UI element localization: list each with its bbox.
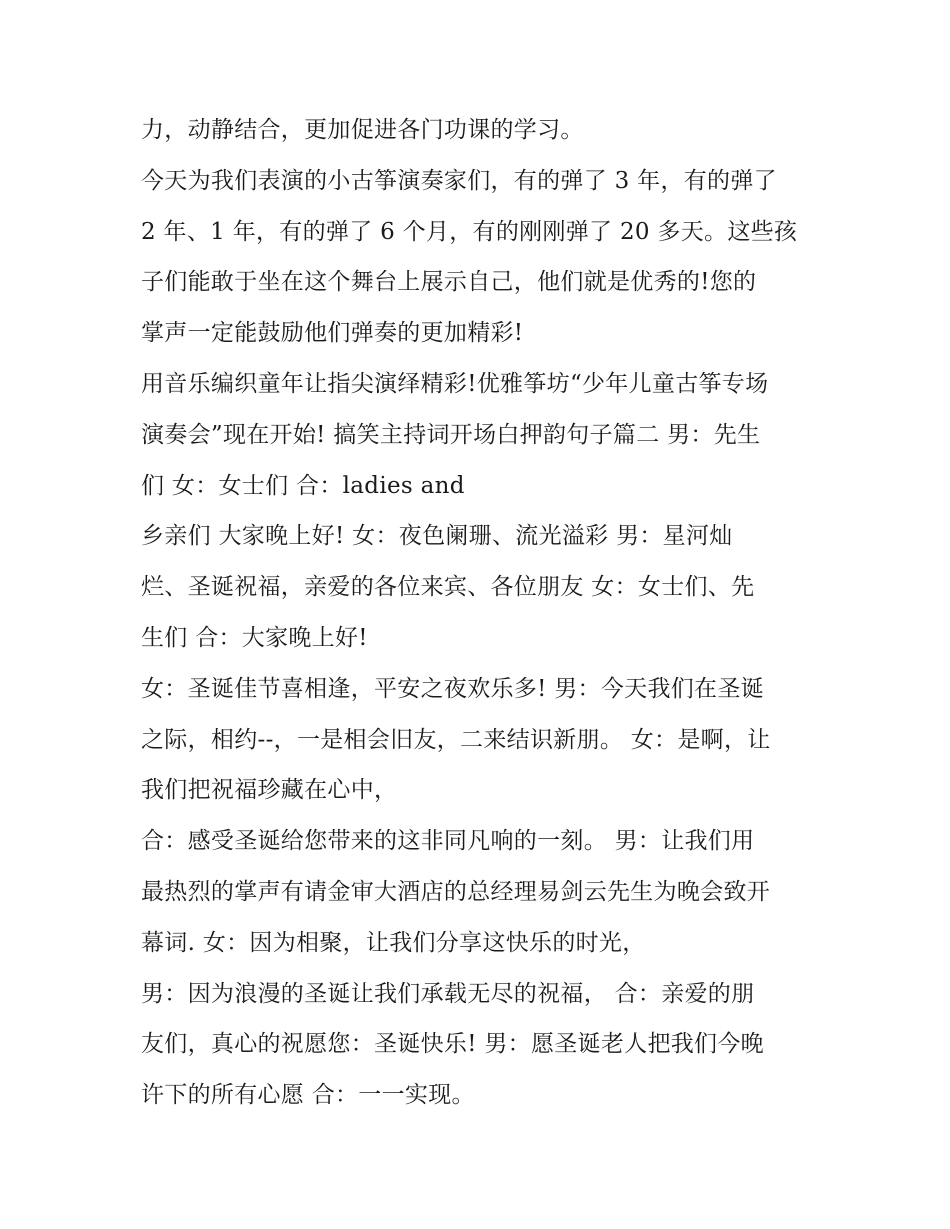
text-line: 演奏会”现在开始! 搞笑主持词开场白押韵句子篇二 男：先生 bbox=[141, 421, 761, 448]
text-line: 男：因为浪漫的圣诞让我们承载无尽的祝福， 合：亲爱的朋 bbox=[141, 980, 755, 1007]
text-line: 友们，真心的祝愿您：圣诞快乐! 男：愿圣诞老人把我们今晚 bbox=[141, 1031, 764, 1058]
text-line: 生们 合：大家晚上好! bbox=[141, 624, 368, 651]
text-line: 许下的所有心愿 合：一一实现。 bbox=[141, 1082, 475, 1109]
text-line: 乡亲们 大家晚上好! 女：夜色阑珊、流光溢彩 男：星河灿 bbox=[141, 523, 733, 550]
text-line: 今天为我们表演的小古筝演奏家们，有的弹了 3 年，有的弹了 bbox=[141, 167, 777, 194]
text-line: 2 年、1 年，有的弹了 6 个月，有的刚刚弹了 20 多天。这些孩 bbox=[141, 218, 798, 245]
text-line: 掌声一定能鼓励他们弹奏的更加精彩! bbox=[141, 320, 524, 347]
text-line: 我们把祝福珍藏在心中， bbox=[141, 777, 398, 804]
body-text bbox=[141, 105, 821, 1121]
text-line: 最热烈的掌声有请金审大酒店的总经理易剑云先生为晚会致开 bbox=[141, 878, 771, 905]
text-line: 力，动静结合，更加促进各门功课的学习。 bbox=[141, 117, 584, 143]
text-line: 用音乐编织童年让指尖演绎精彩!优雅筝坊“少年儿童古筝专场 bbox=[141, 370, 769, 397]
text-line: 合：感受圣诞给您带来的这非同凡响的一刻。 男：让我们用 bbox=[141, 828, 755, 855]
text-line: 子们能敢于坐在这个舞台上展示自己，他们就是优秀的!您的 bbox=[141, 269, 757, 296]
text-line: 幕词. 女：因为相聚，让我们分享这快乐的时光， bbox=[141, 929, 646, 956]
text-line: 女：圣诞佳节喜相逢，平安之夜欢乐多! 男：今天我们在圣诞 bbox=[141, 675, 764, 702]
text-line: 烂、圣诞祝福，亲爱的各位来宾、各位朋友 女：女士们、先 bbox=[141, 574, 755, 601]
text-line: 们 女：女士们 合：ladies and bbox=[141, 472, 465, 499]
text-line: 之际，相约--，一是相会旧友，二来结识新朋。 女：是啊，让 bbox=[141, 726, 771, 753]
